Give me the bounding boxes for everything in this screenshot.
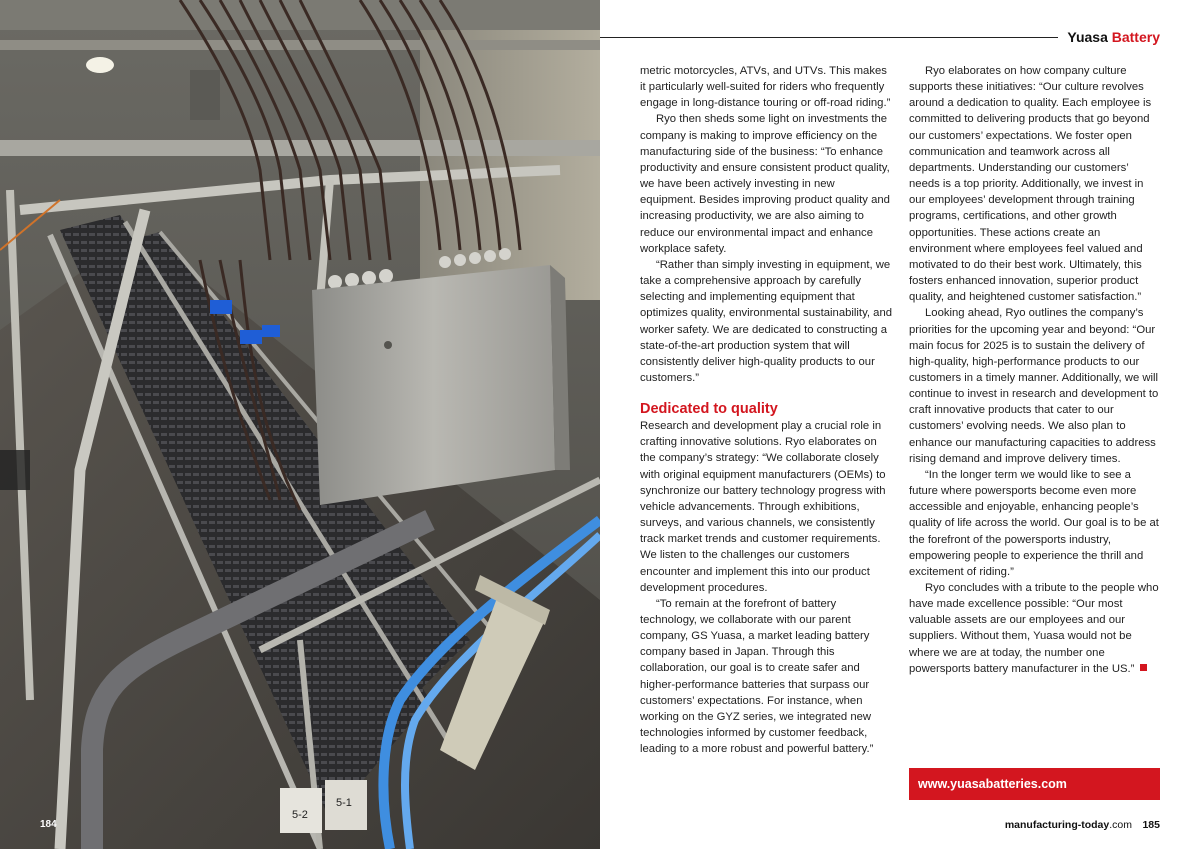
ventilation-unit bbox=[190, 70, 220, 120]
paragraph-text: Ryo concludes with a tribute to the people who have made excellence possible: “Our most valuable assets are our employees and our suppliers. Without them, Yuasa would not be where we are at today, the number one powersports battery manufacturer in the US.” bbox=[909, 582, 1159, 675]
page-number-left: 184 bbox=[40, 819, 57, 830]
paragraph: metric motorcycles, ATVs, and UTVs. This makes it particularly well-suited for riders who frequently engage in long-distance touring or off-road riding.” bbox=[640, 65, 891, 110]
paragraph: Ryo elaborates on how company culture supports these initiatives: “Our culture revolves around a dedication to quality. Each employee is committed to delivering products that go beyond our customers’ expectations. We foster open communication and teamwork across all departments. Understanding our customers’ needs is a top priority. Additionally, we invest in our employees’ development through training programs, certifications, and other growth opportunities. These actions create an environment where employees feel valued and motivated to do their best work. Ultimately, this fosters enhanced innovation, superior product quality, and heightened customer satisfaction.” bbox=[909, 65, 1152, 304]
article-page bbox=[600, 0, 1200, 849]
box-label-left: 5-2 bbox=[292, 809, 308, 821]
header-rule bbox=[600, 37, 1058, 38]
box-label-right: 5-1 bbox=[336, 797, 352, 809]
electrical-cabinet bbox=[312, 265, 555, 505]
paragraph: Research and development play a crucial role in crafting innovative solutions. Ryo elaborates on the company’s strategy: “We collaborate closely with original equipment manufacturers (OEMs) to synchronize our battery technology progress with vehicle advancements. Through exhibitions, surveys, and various channels, we consistently track market trends and customer requirements. We listen to the challenges our customers encounter and implement this into our product development procedures. bbox=[640, 420, 886, 594]
text-column-2 bbox=[909, 63, 1161, 677]
brand-name: Yuasa bbox=[1067, 29, 1108, 45]
section-heading: Dedicated to quality bbox=[640, 401, 778, 418]
text-column-1 bbox=[640, 63, 892, 757]
footer-site-name: manufacturing-today bbox=[1004, 819, 1110, 831]
footer-site-suffix: .com bbox=[1109, 819, 1132, 831]
paragraph: Looking ahead, Ryo outlines the company’s priorities for the upcoming year and beyond: “Our main focus for 2025 is to sustain the delivery of high-quality, high-performance products to our customers in a timely manner. Additionally, we will continue to invest in research and development to craft innovative products that cater to our customers’ evolving needs. We also plan to enhance our manufacturing capacities to address rising demand and improve delivery times. bbox=[909, 307, 1159, 465]
paragraph: “To remain at the forefront of battery technology, we collaborate with our parent company, GS Yuasa, a market leading battery company based in Japan. Through this collaboration, our goal is to create safer and higher-performance batteries that surpass our customers’ expectations. For instance, when working on the GYZ series, we integrated new technologies informed by customer feedback, leading to a more robust and powerful battery.” bbox=[640, 597, 874, 756]
paragraph: “In the longer term we would like to see a future where powersports become even more accessible and enjoyable, enhancing people’s quality of life across the world. Our goal is to be at the forefront of the powersports industry, empowering people to experience the thrill and excitement of riding.” bbox=[909, 468, 1159, 578]
page-number-right: 185 bbox=[1142, 819, 1160, 831]
ceiling-light bbox=[86, 57, 114, 73]
header-brand bbox=[1067, 29, 1160, 45]
paragraph: “Rather than simply investing in equipment, we take a comprehensive approach by carefully selecting and implementing equipment that optimizes quality, environmental sustainability, and worker safety. We are dedicated to constructing a state-of-the-art production system that will consistently deliver high-quality products to our customers.” bbox=[640, 258, 893, 384]
cable-tray bbox=[0, 140, 600, 156]
ceiling-duct bbox=[0, 0, 600, 30]
paragraph-final bbox=[909, 580, 1161, 677]
end-mark-icon bbox=[1140, 664, 1147, 671]
paragraph: Ryo then sheds some light on investments the company is making to improve efficiency on the manufacturing side of the business: “To enhance productivity and ensure consistent product quality, we have been actively investing in new equipment. Besides improving product quality and increasing productivity, we are also aiming to reduce our environmental impact and enhance workplace safety. bbox=[640, 113, 890, 255]
footer-site bbox=[1005, 819, 1132, 831]
blue-clip bbox=[210, 300, 232, 314]
brand-suffix: Battery bbox=[1111, 29, 1160, 45]
website-link[interactable]: www.yuasabatteries.com bbox=[909, 768, 1160, 800]
